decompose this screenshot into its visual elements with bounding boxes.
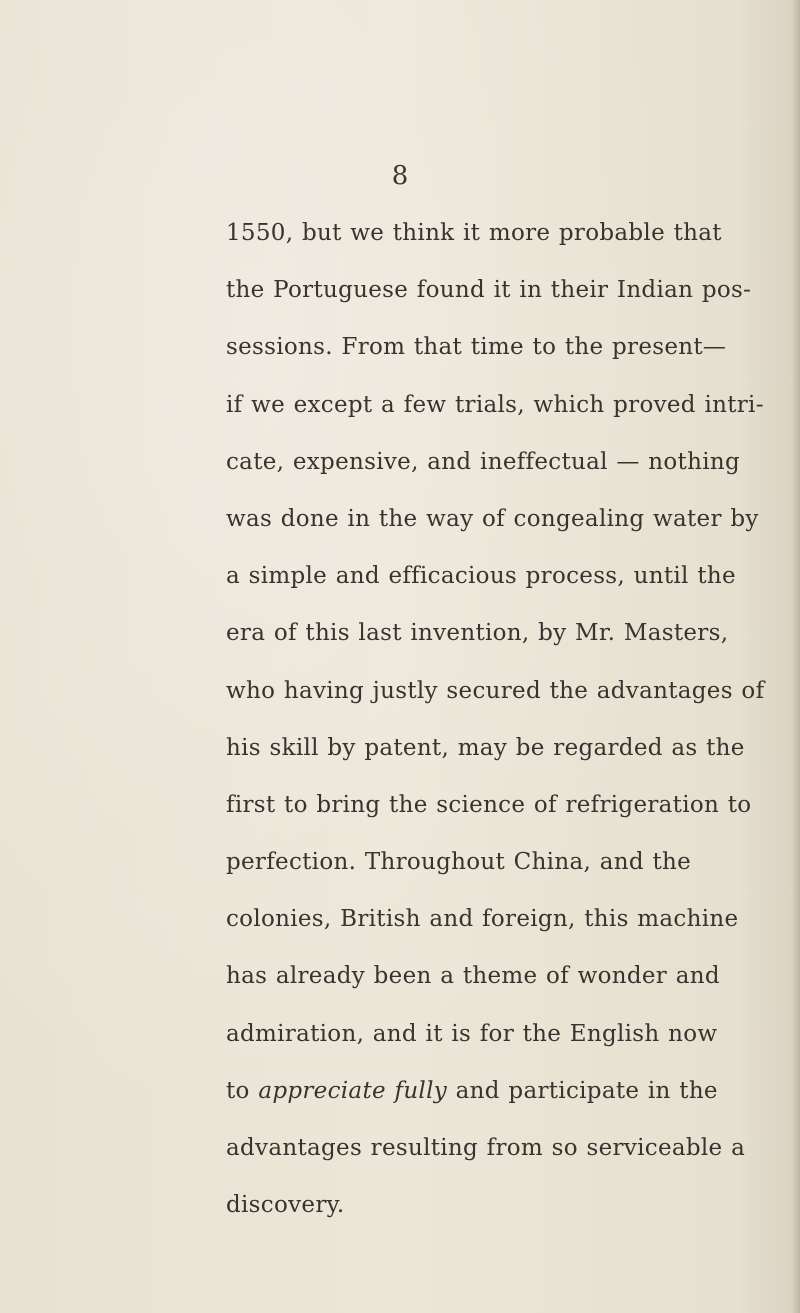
text-fragment: to bbox=[226, 1077, 250, 1104]
text-line: has already been a theme of wonder and bbox=[226, 963, 720, 990]
text-line: advantages resulting from so serviceable a bbox=[226, 1135, 746, 1161]
text-line: was done in the way of congealing water by bbox=[226, 505, 759, 532]
text-line: a simple and efficacious process, until the bbox=[226, 563, 736, 590]
text-line: perfection. Throughout China, and the bbox=[226, 849, 692, 876]
text-line: 1550, but we think it more probable that bbox=[226, 220, 722, 246]
text-line-italic bbox=[226, 1063, 718, 1120]
text-line: colonies, British and foreign, this machine bbox=[226, 906, 739, 933]
text-line: if we except a few trials, which proved intri- bbox=[226, 391, 764, 418]
page-number: 8 bbox=[391, 161, 409, 191]
italic-phrase: appreciate fully bbox=[258, 1077, 448, 1104]
text-line: sessions. From that time to the present— bbox=[226, 334, 727, 361]
text-line: admiration, and it is for the English now bbox=[226, 1020, 718, 1047]
text-line: his skill by patent, may be regarded as the bbox=[226, 734, 745, 761]
text-line-last: discovery. bbox=[226, 1192, 345, 1219]
text-line: first to bring the science of refrigeration to bbox=[226, 791, 752, 818]
body-text bbox=[226, 205, 765, 1234]
text-line: the Portuguese found it in their Indian pos- bbox=[226, 277, 752, 304]
page-edge-shadow bbox=[792, 0, 800, 1313]
text-fragment: and participate in the bbox=[455, 1077, 718, 1104]
text-line: era of this last invention, by Mr. Masters, bbox=[226, 620, 729, 647]
text-line: cate, expensive, and ineffectual — nothing bbox=[226, 448, 740, 475]
text-line: who having justly secured the advantages of bbox=[226, 677, 765, 704]
